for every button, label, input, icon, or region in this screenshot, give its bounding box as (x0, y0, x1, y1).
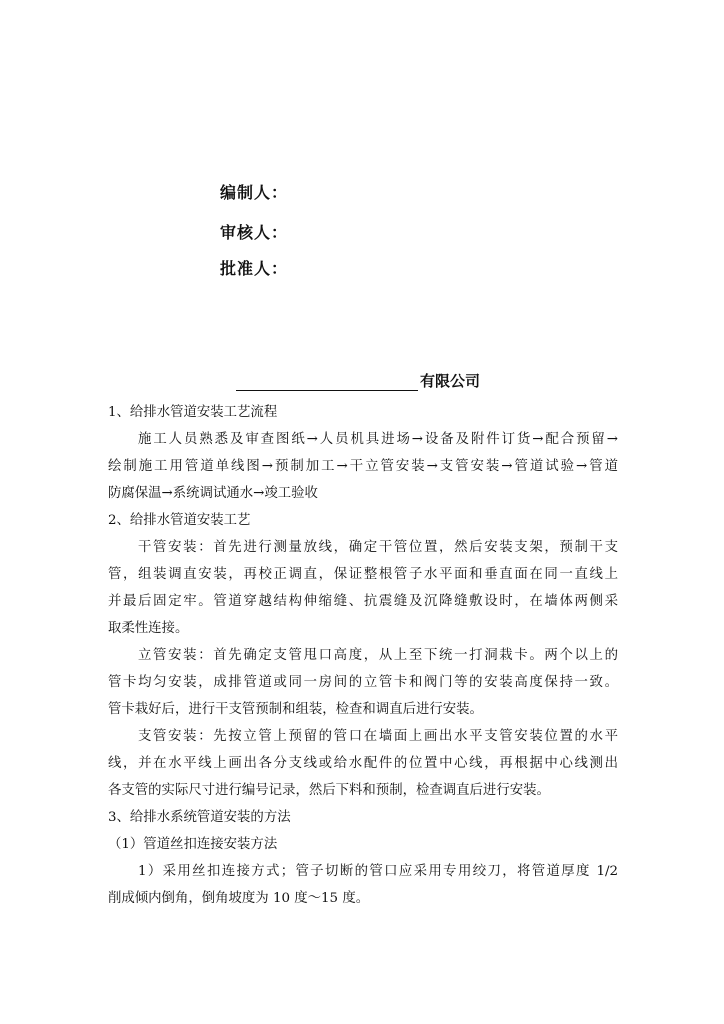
company-name-blank (236, 372, 418, 391)
paragraph-line: 干管安装：首先进行测量放线，确定干管位置，然后安装支架，预制干支 (138, 540, 618, 555)
section-heading: 1、给排水管道安装工艺流程 (108, 405, 278, 420)
paragraph-line: 线，并在水平线上画出各分支线或给水配件的位置中心线，再根据中心线测出 (108, 756, 618, 771)
reviewer-label: 审核人： (220, 223, 289, 242)
paragraph-line: 施工人员熟悉及审查图纸→人员机具进场→设备及附件订货→配合预留→ (138, 432, 618, 447)
company-name-line (236, 371, 480, 391)
paragraph-line: 防腐保温→系统调试通水→竣工验收 (108, 486, 318, 501)
paragraph-line: 管卡均匀安装，成排管道或同一房间的立管卡和阀门等的安装高度保持一致。 (108, 675, 618, 690)
paragraph-line: 1）采用丝扣连接方式；管子切断的管口应采用专用绞刀，将管道厚度 1/2 (138, 864, 618, 879)
paragraph-line: 立管安装：首先确定支管甩口高度，从上至下统一打洞栽卡。两个以上的 (138, 648, 618, 663)
paragraph-line: 削成倾内倒角，倒角坡度为 10 度～15 度。 (108, 891, 370, 906)
document-body (108, 399, 618, 912)
paragraph-line: 取柔性连接。 (108, 621, 189, 636)
paragraph-line: 管卡栽好后，进行干支管预制和组装，检查和调直后进行安装。 (108, 702, 483, 717)
paragraph-line: 各支管的实际尺寸进行编号记录，然后下料和预制，检查调直后进行安装。 (108, 783, 550, 798)
section-heading: 2、给排水管道安装工艺 (108, 513, 251, 528)
approver-label: 批准人： (220, 259, 289, 278)
company-suffix: 有限公司 (420, 372, 481, 390)
paragraph-line: 支管安装：先按立管上预留的管口在墙面上画出水平支管安装位置的水平 (138, 729, 618, 744)
paragraph-line: 管，组装调直安装，再校正调直，保证整根管子水平面和垂直面在同一直线上 (108, 567, 618, 582)
section-heading: 3、给排水系统管道安装的方法 (108, 810, 291, 825)
paragraph-line: 绘制施工用管道单线图→预制加工→干立管安装→支管安装→管道试验→管道 (108, 459, 618, 474)
compiler-label: 编制人： (220, 183, 289, 202)
section-heading: （1）管道丝扣连接安装方法 (108, 837, 278, 852)
paragraph-line: 并最后固定牢。管道穿越结构伸缩缝、抗震缝及沉降缝敷设时，在墙体两侧采 (108, 594, 618, 609)
